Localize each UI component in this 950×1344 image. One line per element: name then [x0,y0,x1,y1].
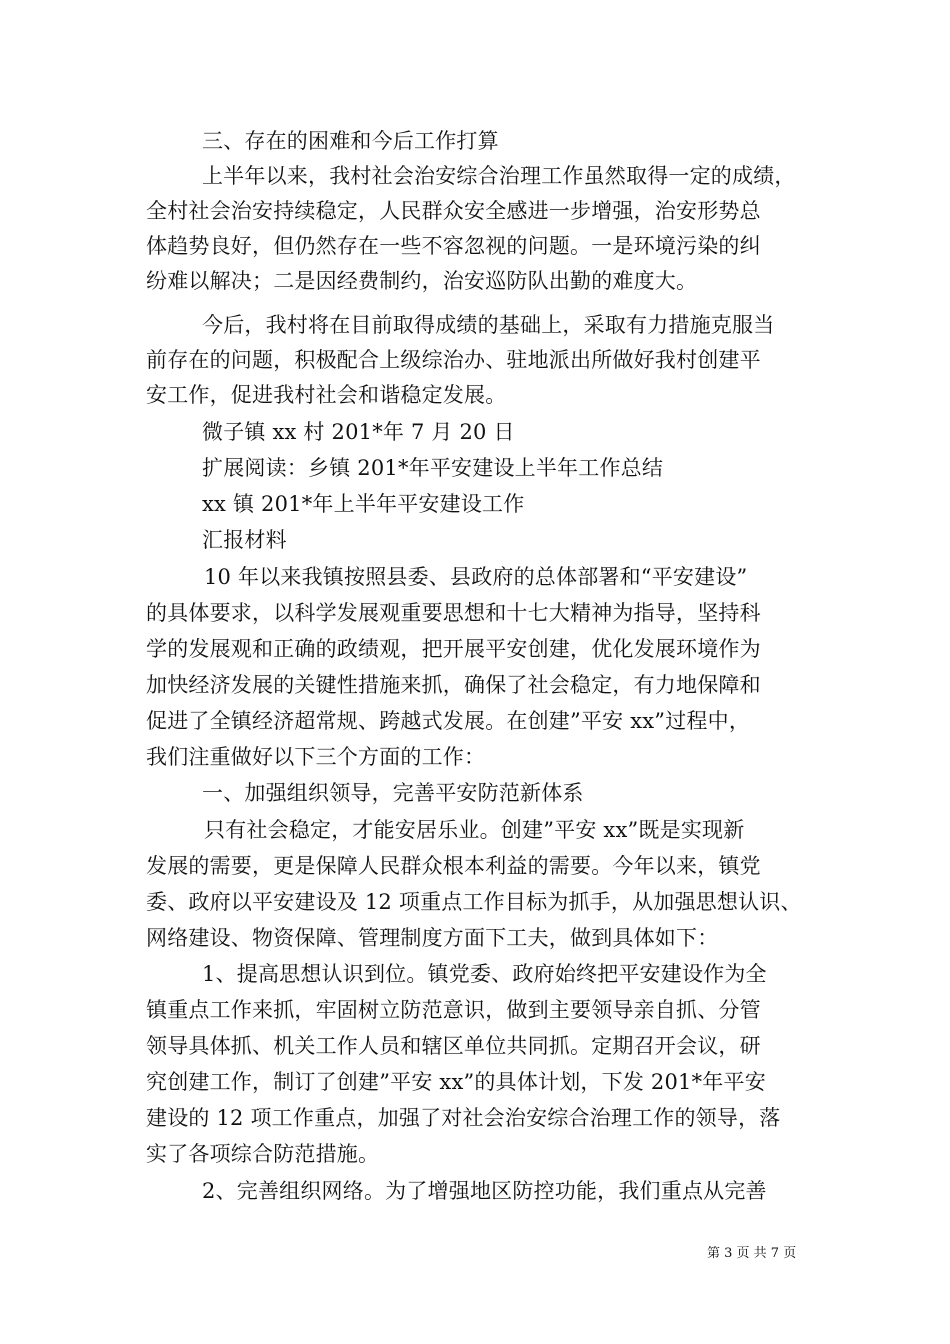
paragraph-line: 发展的需要，更是保障人民群众根本利益的需要。今年以来，镇党 [146,854,761,878]
paragraph-line: 的具体要求，以科学发展观重要思想和十七大精神为指导，坚持科 [146,601,761,625]
paragraph-line: 委、政府以平安建设及 12 项重点工作目标为抓手，从加强思想认识、 [146,890,802,914]
paragraph-line: 上半年以来，我村社会治安综合治理工作虽然取得一定的成绩， [202,164,796,188]
paragraph-line: 全村社会治安持续稳定，人民群众安全感进一步增强，治安形势总 [146,199,761,223]
paragraph-line: 前存在的问题，积极配合上级综治办、驻地派出所做好我村创建平 [146,348,761,372]
paragraph-line: 领导具体抓、机关工作人员和辖区单位共同抓。定期召开会议，研 [146,1034,761,1058]
paragraph-line: 究创建工作，制订了创建”平安 xx”的具体计划，下发 201*年平安 [146,1070,766,1094]
paragraph-line: 促进了全镇经济超常规、跨越式发展。在创建”平安 xx”过程中， [146,709,751,733]
report-subtitle-line: 汇报材料 [202,528,287,552]
report-title-line: xx 镇 201*年上半年平安建设工作 [202,492,525,516]
paragraph-line: 网络建设、物资保障、管理制度方面下工夫，做到具体如下： [146,926,719,950]
paragraph-line: 今后，我村将在目前取得成绩的基础上，采取有力措施克服当 [202,313,775,337]
page-number: 第 3 页 共 7 页 [707,1246,797,1261]
paragraph-line: 纷难以解决；二是因经费制约，治安巡防队出勤的难度大。 [146,269,698,293]
extended-reading-line: 扩展阅读：乡镇 201*年平安建设上半年工作总结 [202,456,664,480]
paragraph-line: 学的发展观和正确的政绩观，把开展平安创建，优化发展环境作为 [146,637,761,661]
section-heading: 三、存在的困难和今后工作打算 [202,129,499,153]
paragraph-line: 2、完善组织网络。为了增强地区防控功能，我们重点从完善 [202,1179,767,1203]
paragraph-line: 只有社会稳定，才能安居乐业。创建”平安 xx”既是实现新 [204,818,745,842]
paragraph-line: 实了各项综合防范措施。 [146,1142,380,1166]
paragraph-line: 1、提高思想认识到位。镇党委、政府始终把平安建设作为全 [202,962,767,986]
paragraph-line: 加快经济发展的关键性措施来抓，确保了社会稳定，有力地保障和 [146,673,761,697]
paragraph-line: 我们注重做好以下三个方面的工作： [146,745,486,769]
signature-date-line: 微子镇 xx 村 201*年 7 月 20 日 [202,420,515,444]
paragraph-line: 镇重点工作来抓，牢固树立防范意识，做到主要领导亲自抓、分管 [146,998,761,1022]
paragraph-line: 建设的 12 项工作重点，加强了对社会治安综合治理工作的领导，落 [146,1106,781,1130]
section-heading: 一、加强组织领导，完善平安防范新体系 [202,781,584,805]
paragraph-line: 安工作，促进我村社会和谐稳定发展。 [146,383,507,407]
paragraph-line: 体趋势良好，但仍然存在一些不容忽视的问题。一是环境污染的纠 [146,234,761,258]
paragraph-line: 10 年以来我镇按照县委、县政府的总体部署和“平安建设” [204,565,748,589]
